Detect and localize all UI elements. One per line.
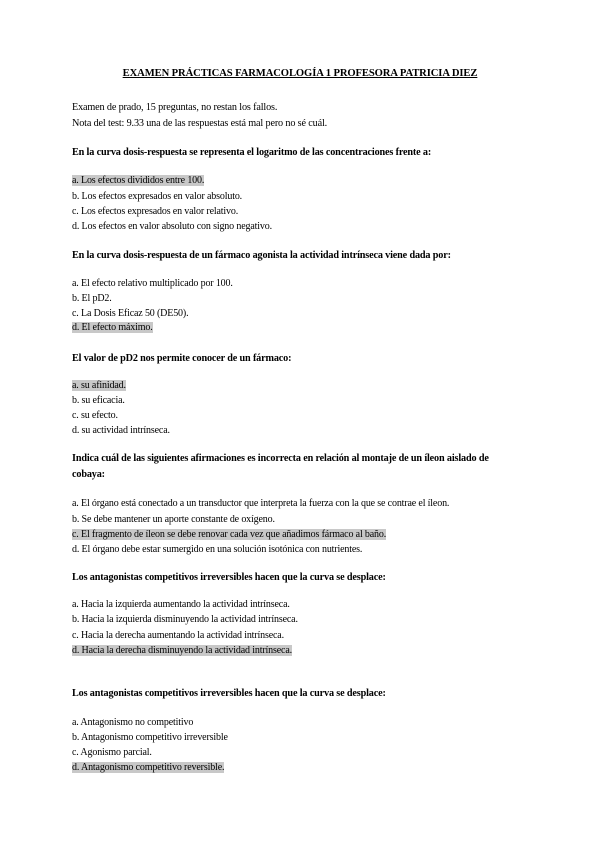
highlighted-answer: d. El efecto máximo. <box>72 322 153 333</box>
question-6-option-d <box>72 761 224 774</box>
question-1-text: En la curva dosis-respuesta se representa el logaritmo de las concentraciones frente a: <box>72 147 432 158</box>
question-4-option-d: d. El órgano debe estar sumergido en una solución isotónica con nutrientes. <box>72 544 363 555</box>
question-3-option-a <box>72 379 126 392</box>
question-4-option-a: a. El órgano está conectado a un transductor que interpreta la fuerza con la que se contrae el íleon. <box>72 498 450 509</box>
question-3-option-d: d. su actividad intrínseca. <box>72 425 170 436</box>
question-2-option-b: b. El pD2. <box>72 293 112 304</box>
question-2-option-c: c. La Dosis Eficaz 50 (DE50). <box>72 308 189 319</box>
question-4-option-b: b. Se debe mantener un aporte constante de oxígeno. <box>72 514 275 525</box>
question-1-option-b: b. Los efectos expresados en valor absoluto. <box>72 191 243 202</box>
question-3-text: El valor de pD2 nos permite conocer de un fármaco: <box>72 353 292 364</box>
highlighted-answer: a. Los efectos divididos entre 100. <box>72 175 205 186</box>
question-5-option-b: b. Hacia la izquierda disminuyendo la actividad intrínseca. <box>72 614 298 625</box>
question-1-option-d: d. Los efectos en valor absoluto con signo negativo. <box>72 221 272 232</box>
intro-line-2: Nota del test: 9.33 una de las respuestas está mal pero no sé cuál. <box>72 118 328 129</box>
question-6-option-a: a. Antagonismo no competitivo <box>72 717 194 728</box>
question-1-option-a <box>72 174 204 187</box>
question-4-option-c <box>72 528 386 541</box>
highlighted-answer: d. Hacia la derecha disminuyendo la actividad intrínseca. <box>72 645 292 656</box>
document-title: EXAMEN PRÁCTICAS FARMACOLOGÍA 1 PROFESORA PATRICIA DIEZ <box>122 68 478 79</box>
question-5-option-d <box>72 644 292 657</box>
intro-line-1: Examen de prado, 15 preguntas, no restan los fallos. <box>72 102 278 113</box>
question-2-option-a: a. El efecto relativo multiplicado por 100. <box>72 278 233 289</box>
highlighted-answer: c. El fragmento de íleon se debe renovar cada vez que añadimos fármaco al baño. <box>72 529 387 540</box>
question-4-text: Indica cuál de las siguientes afirmaciones es incorrecta en relación al montaje de un íleon aislado de cobaya: <box>72 453 489 480</box>
question-5-option-a: a. Hacia la izquierda aumentando la actividad intrínseca. <box>72 599 290 610</box>
question-5-option-c: c. Hacia la derecha aumentando la actividad intrínseca. <box>72 630 284 641</box>
question-2-text: En la curva dosis-respuesta de un fármaco agonista la actividad intrínseca viene dada por: <box>72 250 451 261</box>
question-2-option-d <box>72 321 153 334</box>
question-3-option-b: b. su eficacia. <box>72 395 125 406</box>
question-1-option-c: c. Los efectos expresados en valor relativo. <box>72 206 239 217</box>
question-6-option-b: b. Antagonismo competitivo irreversible <box>72 732 228 743</box>
question-3-option-c: c. su efecto. <box>72 410 118 421</box>
highlighted-answer: a. su afinidad. <box>72 380 126 391</box>
question-6-text: Los antagonistas competitivos irreversibles hacen que la curva se desplace: <box>72 688 386 699</box>
highlighted-answer: d. Antagonismo competitivo reversible. <box>72 762 225 773</box>
question-5-text: Los antagonistas competitivos irreversibles hacen que la curva se desplace: <box>72 572 386 583</box>
question-6-option-c: c. Agonismo parcial. <box>72 747 152 758</box>
